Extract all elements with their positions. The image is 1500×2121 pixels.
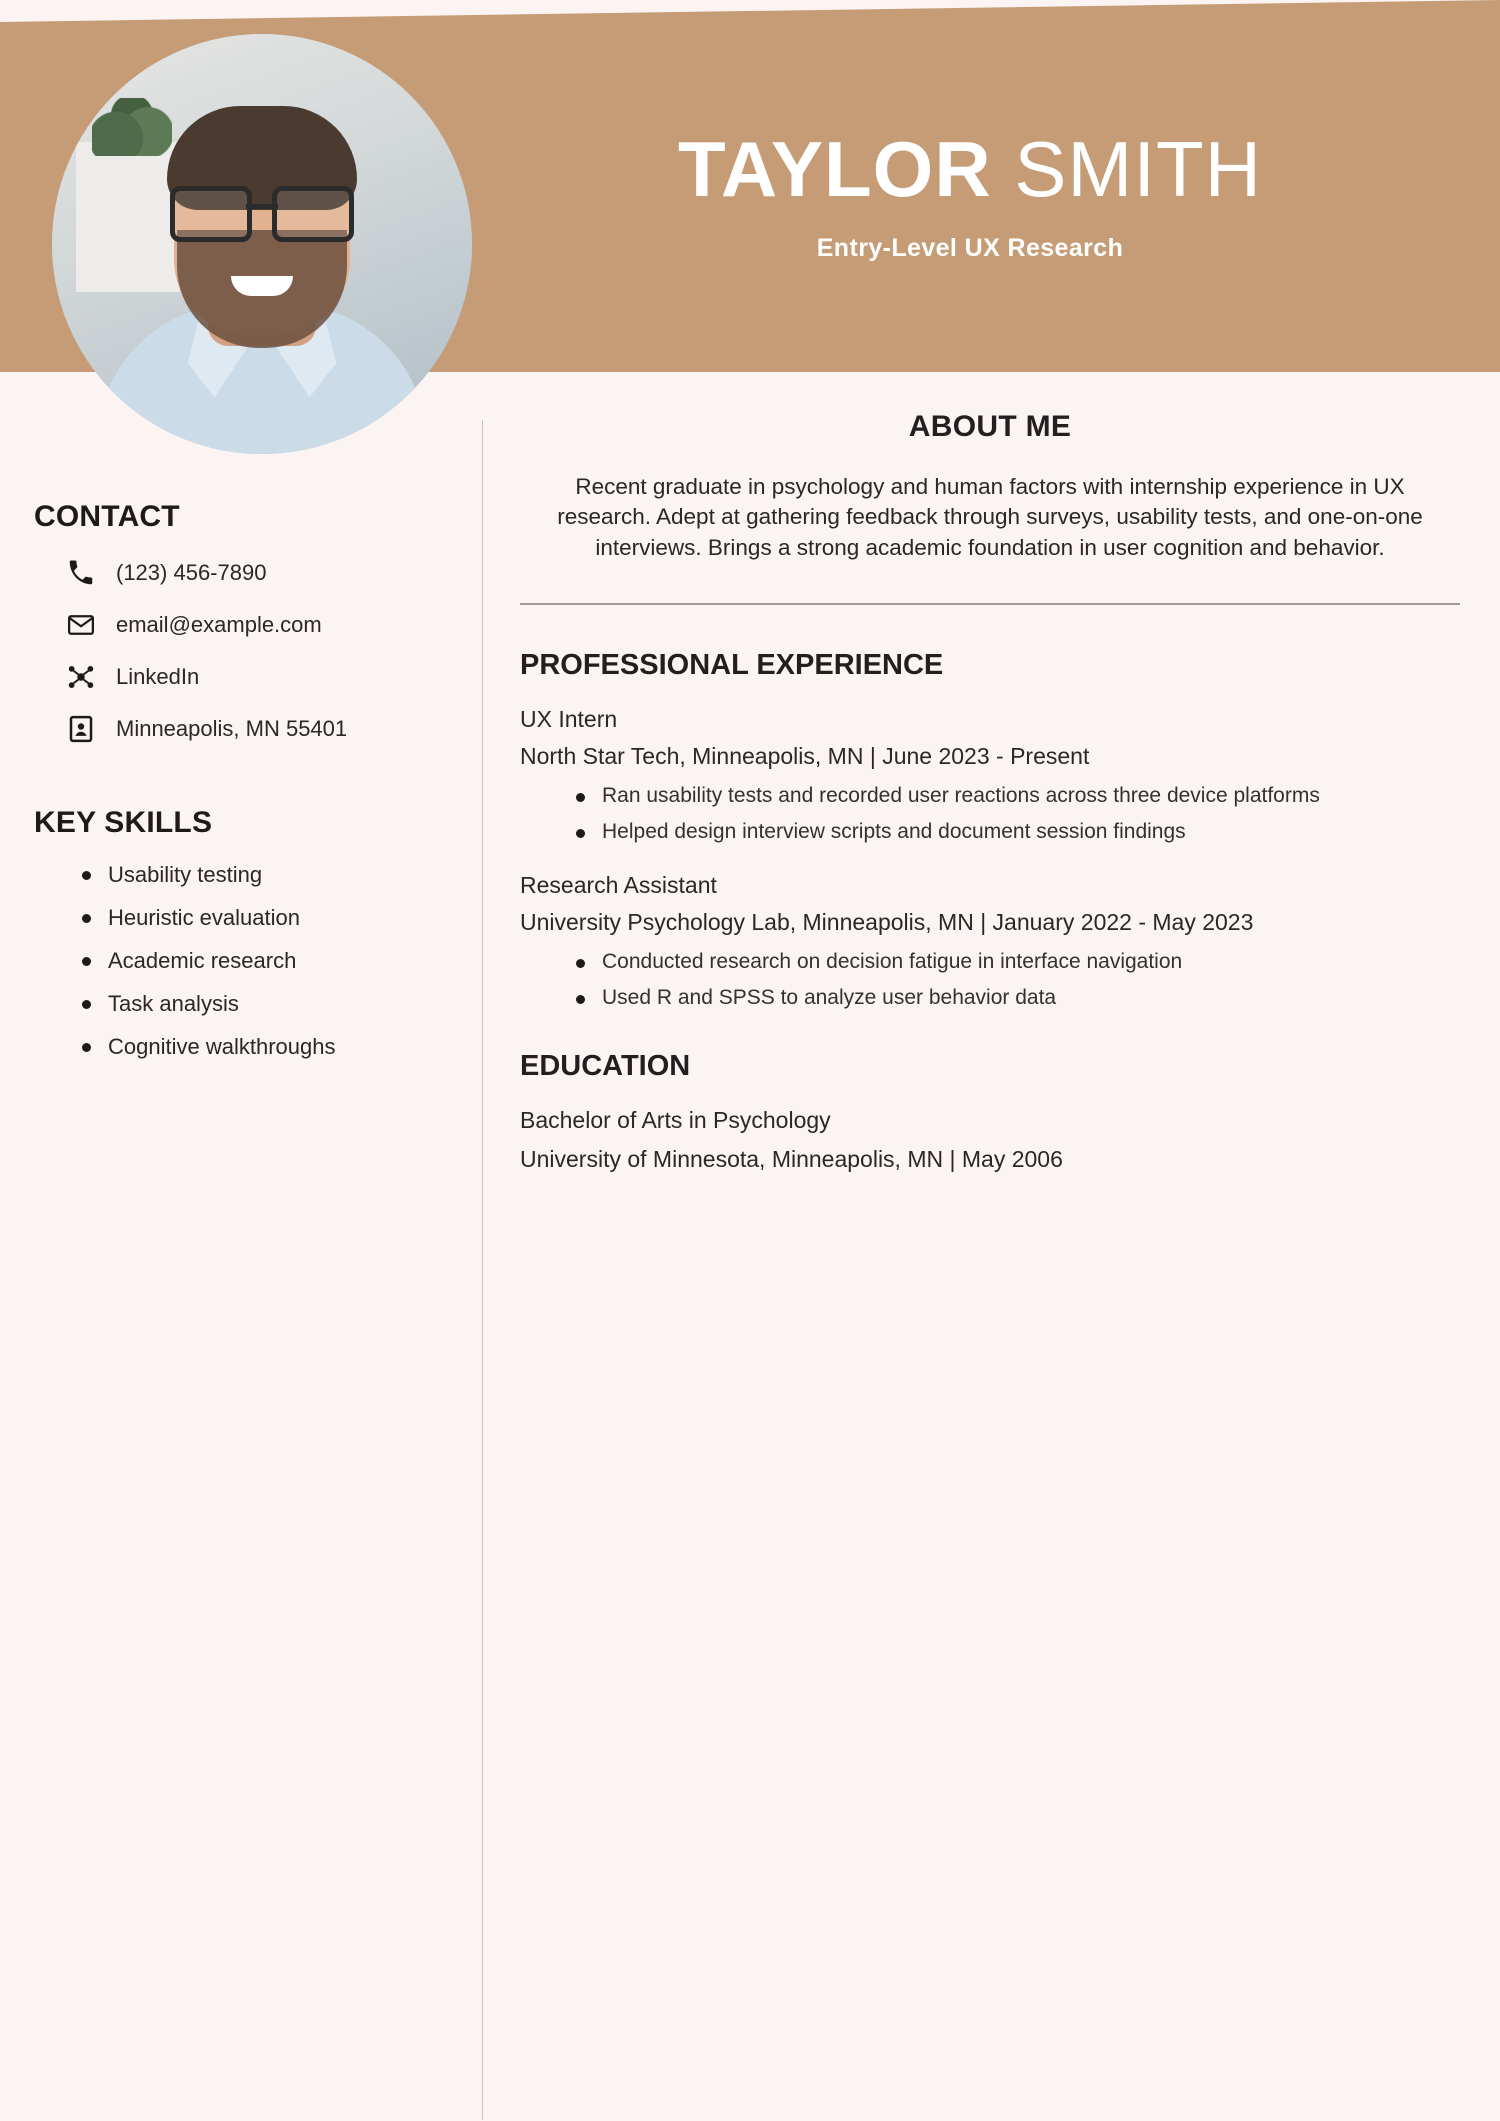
location-icon	[64, 712, 98, 746]
job-bullet-list	[520, 950, 1460, 1010]
skills-section-title: KEY SKILLS	[34, 806, 213, 839]
education-school-dates: University of Minnesota, Minneapolis, MN | May 2006	[520, 1146, 1063, 1173]
contact-item-location[interactable]	[34, 712, 430, 746]
contact-item-email[interactable]	[34, 608, 430, 642]
list-item: Heuristic evaluation	[74, 905, 430, 931]
contact-location-value: Minneapolis, MN 55401	[116, 716, 348, 741]
contact-item-linkedin[interactable]	[34, 660, 430, 694]
education-section-title: EDUCATION	[520, 1050, 691, 1083]
header-text-block	[490, 125, 1450, 263]
list-item: Conducted research on decision fatigue in interface navigation	[568, 950, 1460, 974]
contact-section-title: CONTACT	[34, 500, 180, 533]
last-name: SMITH	[1014, 125, 1263, 213]
contact-phone-value: (123) 456-7890	[116, 560, 267, 585]
contact-item-phone[interactable]	[34, 556, 430, 590]
email-icon	[64, 608, 98, 642]
about-section-title: ABOUT ME	[908, 410, 1072, 443]
job-title: Research Assistant	[520, 872, 717, 899]
list-item: Cognitive walkthroughs	[74, 1034, 430, 1060]
job-role-subtitle: Entry-Level UX Research	[816, 234, 1124, 262]
job-title: UX Intern	[520, 706, 618, 733]
first-name: TAYLOR	[677, 125, 992, 213]
list-item: Ran usability tests and recorded user reactions across three device platforms	[568, 784, 1460, 808]
experience-section-title: PROFESSIONAL EXPERIENCE	[520, 649, 944, 682]
list-item: Helped design interview scripts and document session findings	[568, 820, 1460, 844]
job-company-dates: North Star Tech, Minneapolis, MN | June 2023 - Present	[520, 743, 1090, 770]
photo-plant-pot	[76, 142, 183, 292]
experience-entry-1	[520, 706, 1460, 844]
about-section-text: Recent graduate in psychology and human factors with internship experience in UX research. Adept at gathering feedback through surveys, usability tests, and one-on-one interviews. Brings a strong academic foundation in user cognition and behavior.	[557, 474, 1423, 560]
linkedin-icon	[64, 660, 98, 694]
photo-lens-right	[272, 186, 354, 242]
list-item: Usability testing	[74, 862, 430, 888]
skills-list	[34, 862, 430, 1060]
column-divider	[482, 420, 483, 2120]
list-item: Task analysis	[74, 991, 430, 1017]
photo-glasses-bridge	[246, 204, 278, 209]
section-separator	[520, 603, 1460, 605]
main-content	[520, 410, 1460, 1173]
job-company-dates: University Psychology Lab, Minneapolis, MN | January 2022 - May 2023	[520, 909, 1254, 936]
page-title	[490, 125, 1450, 213]
avatar	[52, 34, 472, 454]
photo-lens-left	[170, 186, 252, 242]
contact-linkedin-value: LinkedIn	[116, 664, 200, 689]
list-item: Used R and SPSS to analyze user behavior data	[568, 986, 1460, 1010]
contact-email-value: email@example.com	[116, 612, 322, 637]
contact-list	[34, 556, 430, 746]
photo-plant	[92, 98, 172, 156]
education-section	[520, 1050, 1460, 1173]
experience-entry-2	[520, 872, 1460, 1010]
job-bullet-list	[520, 784, 1460, 844]
phone-icon	[64, 556, 98, 590]
education-degree: Bachelor of Arts in Psychology	[520, 1107, 831, 1134]
sidebar	[0, 500, 470, 1077]
glasses-icon	[168, 186, 356, 232]
skills-section	[34, 806, 430, 1060]
list-item: Academic research	[74, 948, 430, 974]
